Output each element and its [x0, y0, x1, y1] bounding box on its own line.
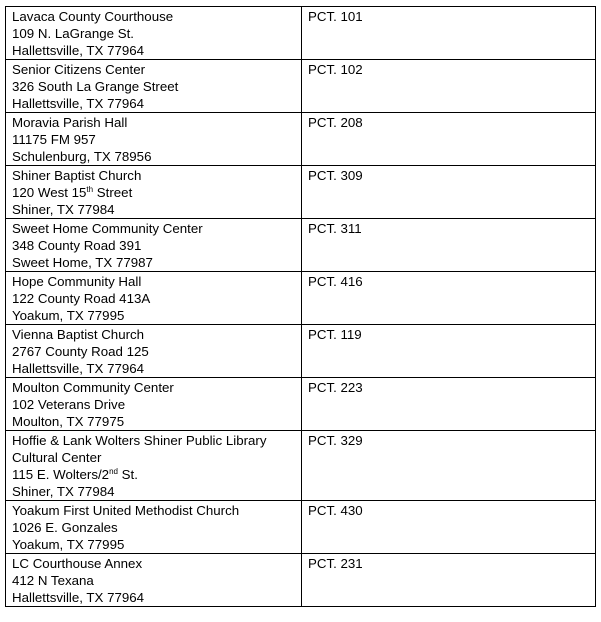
location-cell [6, 7, 302, 60]
address-text: 120 West 15 [12, 185, 87, 200]
location-name: Shiner Baptist Church [12, 168, 142, 183]
location-city: Moulton, TX 77975 [12, 414, 125, 429]
table-row [6, 166, 596, 219]
location-address: 102 Veterans Drive [12, 397, 126, 412]
location-name: Moravia Parish Hall [12, 115, 128, 130]
location-city: Hallettsville, TX 77964 [12, 361, 145, 376]
table-row [6, 431, 596, 501]
table-row [6, 554, 596, 607]
location-cell [6, 325, 302, 378]
location-city: Shiner, TX 77984 [12, 202, 115, 217]
location-cell [6, 272, 302, 325]
location-name: LC Courthouse Annex [12, 556, 143, 571]
location-city: Yoakum, TX 77995 [12, 537, 125, 552]
address-text: 115 E. Wolters/2 [12, 467, 110, 482]
location-city: Hallettsville, TX 77964 [12, 96, 145, 111]
location-address: 2767 County Road 125 [12, 344, 149, 359]
table-row [6, 113, 596, 166]
table-row [6, 7, 596, 60]
precinct-number: PCT. 430 [308, 503, 363, 518]
location-cell [6, 166, 302, 219]
location-cell [6, 431, 302, 501]
location-address [12, 466, 295, 483]
precinct-number: PCT. 231 [308, 556, 363, 571]
location-cell [6, 219, 302, 272]
precinct-number: PCT. 329 [308, 433, 363, 448]
location-cell [6, 60, 302, 113]
ordinal-suffix: nd [109, 467, 118, 476]
location-name: Hoffie & Lank Wolters Shiner Public Library [12, 433, 267, 448]
location-name: Sweet Home Community Center [12, 221, 203, 236]
location-cell [6, 113, 302, 166]
table-row [6, 60, 596, 113]
precinct-cell [302, 166, 596, 219]
precinct-cell [302, 554, 596, 607]
ordinal-suffix: th [86, 185, 94, 194]
polling-locations-table [5, 6, 596, 607]
location-city: Yoakum, TX 77995 [12, 308, 125, 323]
table-row [6, 325, 596, 378]
precinct-cell [302, 272, 596, 325]
address-text: St. [117, 467, 138, 482]
precinct-cell [302, 325, 596, 378]
location-city: Hallettsville, TX 77964 [12, 590, 145, 605]
precinct-number: PCT. 119 [308, 327, 362, 342]
precinct-number: PCT. 309 [308, 168, 363, 183]
location-address: 11175 FM 957 [12, 132, 96, 147]
precinct-cell [302, 60, 596, 113]
table-row [6, 272, 596, 325]
precinct-cell [302, 113, 596, 166]
precinct-cell [302, 431, 596, 501]
location-address: 412 N Texana [12, 573, 94, 588]
table-row [6, 378, 596, 431]
location-name: Hope Community Hall [12, 274, 142, 289]
location-name: Vienna Baptist Church [12, 327, 145, 342]
location-city: Schulenburg, TX 78956 [12, 149, 152, 164]
location-name: Yoakum First United Methodist Church [12, 503, 240, 518]
precinct-cell [302, 378, 596, 431]
location-city: Hallettsville, TX 77964 [12, 43, 145, 58]
location-address: 1026 E. Gonzales [12, 520, 118, 535]
location-address: 122 County Road 413A [12, 291, 151, 306]
location-name: Lavaca County Courthouse [12, 9, 174, 24]
precinct-number: PCT. 101 [308, 9, 363, 24]
precinct-number: PCT. 208 [308, 115, 363, 130]
location-name-continued: Cultural Center [12, 450, 102, 465]
precinct-cell [302, 7, 596, 60]
location-cell [6, 554, 302, 607]
location-address: 326 South La Grange Street [12, 79, 179, 94]
location-name: Senior Citizens Center [12, 62, 146, 77]
table-row [6, 501, 596, 554]
location-city: Sweet Home, TX 77987 [12, 255, 153, 270]
location-cell [6, 501, 302, 554]
location-address: 109 N. LaGrange St. [12, 26, 134, 41]
precinct-number: PCT. 102 [308, 62, 363, 77]
location-city: Shiner, TX 77984 [12, 484, 115, 499]
precinct-cell [302, 501, 596, 554]
location-name: Moulton Community Center [12, 380, 174, 395]
location-cell [6, 378, 302, 431]
precinct-number: PCT. 311 [308, 221, 362, 236]
table-row [6, 219, 596, 272]
address-text: Street [93, 185, 133, 200]
precinct-cell [302, 219, 596, 272]
location-address: 348 County Road 391 [12, 238, 142, 253]
precinct-number: PCT. 416 [308, 274, 363, 289]
precinct-number: PCT. 223 [308, 380, 363, 395]
location-address [12, 184, 295, 201]
